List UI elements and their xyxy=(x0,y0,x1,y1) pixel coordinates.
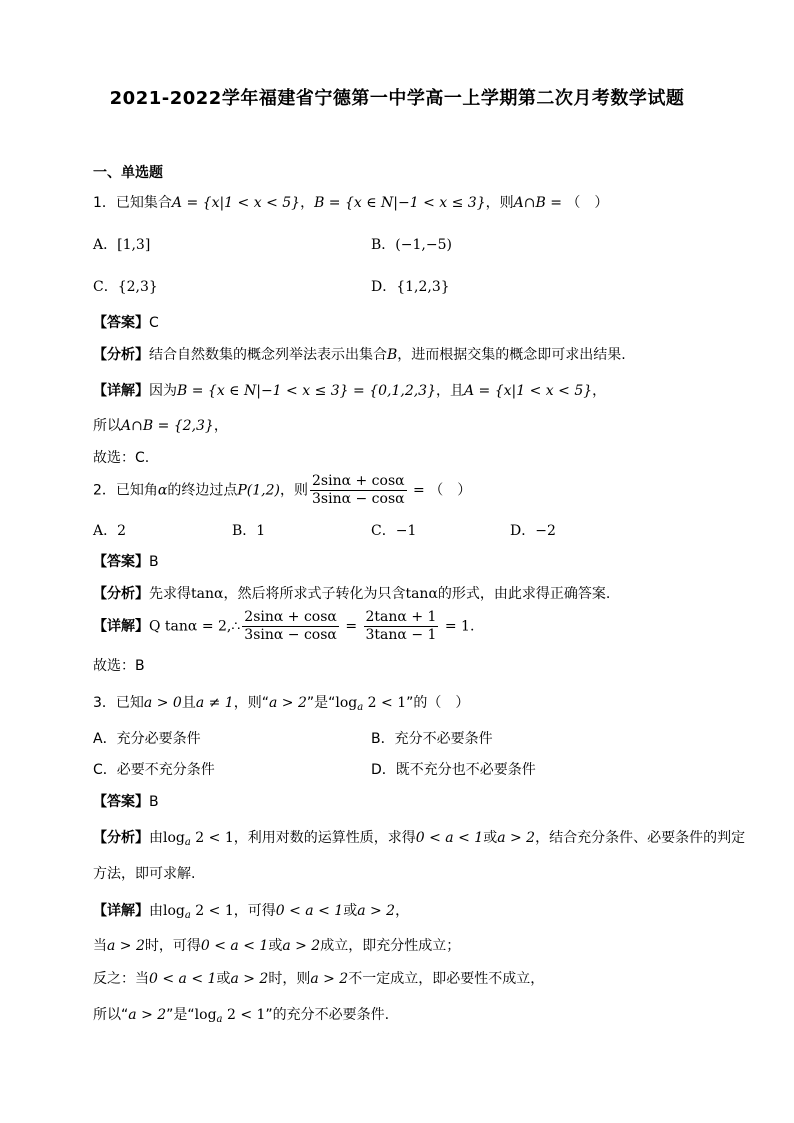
q3-d1-log-rest: 2 < 1 xyxy=(190,903,234,919)
q3-d3-p: a > 2 xyxy=(310,971,349,987)
q3-d3-gt: a > 2 xyxy=(230,971,269,987)
q3-detail-line-4 xyxy=(93,1004,389,1025)
q3-p: a > 2 xyxy=(268,695,307,711)
q3-detail-line-3 xyxy=(93,968,544,988)
q3-stem-text-b: 且 xyxy=(181,695,196,711)
q3-an-b: ，利用对数的运算性质，求得 xyxy=(233,830,416,846)
q2-choose: 故选：B xyxy=(93,658,145,674)
q1-analysis-text-b: ，进而根据交集的概念即可求出结果. xyxy=(397,347,626,363)
q1-detail-text-c: ， xyxy=(592,383,607,399)
q3-an-gt: a > 2 xyxy=(497,830,536,846)
q3-d3-range: 0 < a < 1 xyxy=(149,971,217,987)
q2-eq: = xyxy=(340,618,362,635)
q3-d2-gt: a > 2 xyxy=(282,938,321,954)
q2-detail-fraction-2 xyxy=(364,609,439,644)
q3-stem xyxy=(93,692,469,713)
q1-stem xyxy=(93,192,608,212)
q3-log-rest: 2 < 1 xyxy=(363,695,407,711)
q3-d2-b: 时，可得 xyxy=(144,938,201,954)
section-heading: 一、单选题 xyxy=(93,165,163,181)
q3-option-a: A．充分必要条件 xyxy=(93,731,201,747)
q3-d3-c: 不一定成立，即必要性不成立， xyxy=(348,971,545,987)
q3-d2-p: a > 2 xyxy=(107,938,145,954)
q1-choose: 故选：C. xyxy=(93,450,150,466)
q3-d1-log-base: a xyxy=(184,910,191,921)
q1-so xyxy=(93,415,228,435)
q2-option-a: A．2 xyxy=(93,523,127,539)
q2-stem xyxy=(93,473,471,508)
q3-d4-p: a > 2 xyxy=(128,1007,167,1023)
detail-label: 【详解】 xyxy=(93,383,149,399)
q1-answer-value: C xyxy=(149,315,159,331)
q3-d1-c: ， xyxy=(395,903,410,919)
q2-tan: tanα xyxy=(191,586,224,602)
q1-stem-text-b: ，则 xyxy=(485,195,514,211)
page-title: 2021-2022学年福建省宁德第一中学高一上学期第二次月考数学试题 xyxy=(109,88,685,109)
q2-analysis xyxy=(93,583,610,603)
q3-an-log: log xyxy=(163,830,185,846)
q3-d4-log: log xyxy=(194,1007,217,1023)
q3-d4-log-base: a xyxy=(216,1014,223,1025)
q2-analysis-text-b: ，然后将所求式子转化为只含 xyxy=(223,586,406,602)
q1-option-c: C．{2,3} xyxy=(93,279,158,295)
q3-option-b: B．充分不必要条件 xyxy=(371,731,493,747)
q1-so-expr: A∩B = {2,3} xyxy=(121,418,214,434)
q3-an-range: 0 < a < 1 xyxy=(415,830,484,846)
q2-analysis-text-c: 的形式，由此求得正确答案. xyxy=(437,586,611,602)
q2-detail-fraction-1 xyxy=(242,609,339,644)
q2-answer-value: B xyxy=(149,554,159,570)
q3-d4-log-rest: 2 < 1 xyxy=(222,1007,266,1023)
q2-detail xyxy=(93,609,474,644)
q3-stem-text-d: ”是“ xyxy=(306,695,336,711)
q3-stem-text-e: ”的（ ） xyxy=(406,695,470,711)
q3-detail xyxy=(93,900,409,921)
detail-label: 【详解】 xyxy=(93,903,149,919)
q2-option-c: C．−1 xyxy=(371,523,417,539)
q3-d1-b: ，可得 xyxy=(233,903,276,919)
q1-detail-text-b: ，且 xyxy=(436,383,464,399)
q3-d3-b: 时，则 xyxy=(268,971,311,987)
analysis-label: 【分析】 xyxy=(93,347,149,363)
q3-d4-c: ”的充分不必要条件. xyxy=(265,1007,390,1023)
q3-answer xyxy=(93,791,159,811)
q2-option-d: D．−2 xyxy=(510,523,556,539)
q3-d4-b: ”是“ xyxy=(166,1007,195,1023)
q1-set-b: B = {x ∈ N|−1 < x ≤ 3} xyxy=(314,195,486,211)
q3-stem-text: 3．已知 xyxy=(93,695,144,711)
q3-cond-2: a ≠ 1 xyxy=(195,695,234,711)
q1-sep: ， xyxy=(300,195,315,211)
q3-analysis xyxy=(93,827,745,848)
q1-analysis-text: 结合自然数集的概念列举法表示出集合 xyxy=(149,347,387,363)
q2-fraction xyxy=(310,473,407,508)
q1-detail-expr: B = {x ∈ N|−1 < x ≤ 3} = {0,1,2,3} xyxy=(177,383,436,399)
q3-d2-c: 成立，即充分性成立； xyxy=(320,938,461,954)
answer-label: 【答案】 xyxy=(93,554,149,570)
q2-stem-text-d: = （ ） xyxy=(408,482,472,499)
q3-an-log-rest: 2 < 1 xyxy=(190,830,234,846)
q2-detail-den-1: 3sinα − cosα xyxy=(244,627,337,643)
q2-point: P(1,2) xyxy=(237,482,280,499)
q1-answer xyxy=(93,312,159,332)
q3-answer-value: B xyxy=(149,794,159,810)
q3-stem-text-c: ，则“ xyxy=(233,695,269,711)
q3-option-d: D．既不充分也不必要条件 xyxy=(371,762,536,778)
q3-an-c: ，结合充分条件、必要条件的判定 xyxy=(535,830,746,846)
q3-an-a: 由 xyxy=(149,830,163,846)
q1-set-a: A = {x|1 < x < 5} xyxy=(171,195,301,211)
q2-analysis-text: 先求得 xyxy=(149,586,191,602)
q3-analysis-cont: 方法，即可求解. xyxy=(93,866,196,882)
q3-log-base: a xyxy=(357,702,364,713)
q3-d1-a: 由 xyxy=(149,903,163,919)
answer-label: 【答案】 xyxy=(93,315,149,331)
q1-detail xyxy=(93,380,606,400)
q1-stem-text: 1．已知集合 xyxy=(93,195,172,211)
q1-so-text-b: ， xyxy=(213,418,228,434)
q3-an-or: 或 xyxy=(483,830,498,846)
q3-d1-range: 0 < a < 1 xyxy=(275,903,344,919)
q3-log: log xyxy=(335,695,358,711)
q2-detail-den-2: 3tanα − 1 xyxy=(365,627,437,643)
q3-cond: a > 0 xyxy=(143,695,182,711)
q2-stem-text: 2．已知角 xyxy=(93,482,158,499)
q3-d1-or: 或 xyxy=(343,903,358,919)
q3-option-c: C．必要不充分条件 xyxy=(93,762,215,778)
q1-analysis-var: B xyxy=(387,347,398,363)
q1-option-d: D．{1,2,3} xyxy=(371,279,450,295)
q3-d2-a: 当 xyxy=(93,938,107,954)
q2-detail-end: = 1. xyxy=(440,618,475,635)
q2-detail-pre: Q tanα = 2,∴ xyxy=(149,618,241,635)
q2-stem-text-c: ，则 xyxy=(280,482,308,499)
q2-tan-2: tanα xyxy=(405,586,438,602)
q1-stem-text-c: = （ ） xyxy=(545,195,609,211)
q2-answer xyxy=(93,551,159,571)
q1-option-b: B．(−1,−5) xyxy=(371,237,452,253)
q3-an-log-base: a xyxy=(184,837,191,848)
q2-stem-text-b: 的终边过点 xyxy=(167,482,238,499)
q3-d1-gt: a > 2 xyxy=(357,903,396,919)
q2-option-b: B．1 xyxy=(232,523,266,539)
q1-detail-expr-2: A = {x|1 < x < 5} xyxy=(464,383,593,399)
q2-frac-num: 2sinα + cosα xyxy=(312,473,405,489)
q1-analysis xyxy=(93,344,626,364)
q1-option-a: A．[1,3] xyxy=(93,237,151,253)
q3-d3-or: 或 xyxy=(216,971,231,987)
q1-detail-text: 因为 xyxy=(149,383,177,399)
q3-d1-log: log xyxy=(163,903,185,919)
q2-frac-den: 3sinα − cosα xyxy=(312,491,405,507)
q3-d4-a: 所以“ xyxy=(93,1007,129,1023)
q2-alpha: α xyxy=(157,482,168,499)
q3-d3-a: 反之：当 xyxy=(93,971,149,987)
q2-detail-num-1: 2sinα + cosα xyxy=(244,609,337,625)
q3-detail-line-2 xyxy=(93,935,460,955)
q1-expr: A∩B xyxy=(513,195,546,211)
analysis-label: 【分析】 xyxy=(93,830,149,846)
q3-d2-range: 0 < a < 1 xyxy=(200,938,269,954)
q3-d2-or: 或 xyxy=(268,938,283,954)
detail-label: 【详解】 xyxy=(93,618,149,635)
q1-so-text: 所以 xyxy=(93,418,121,434)
answer-label: 【答案】 xyxy=(93,794,149,810)
analysis-label: 【分析】 xyxy=(93,586,149,602)
q2-detail-num-2: 2tanα + 1 xyxy=(365,609,437,625)
